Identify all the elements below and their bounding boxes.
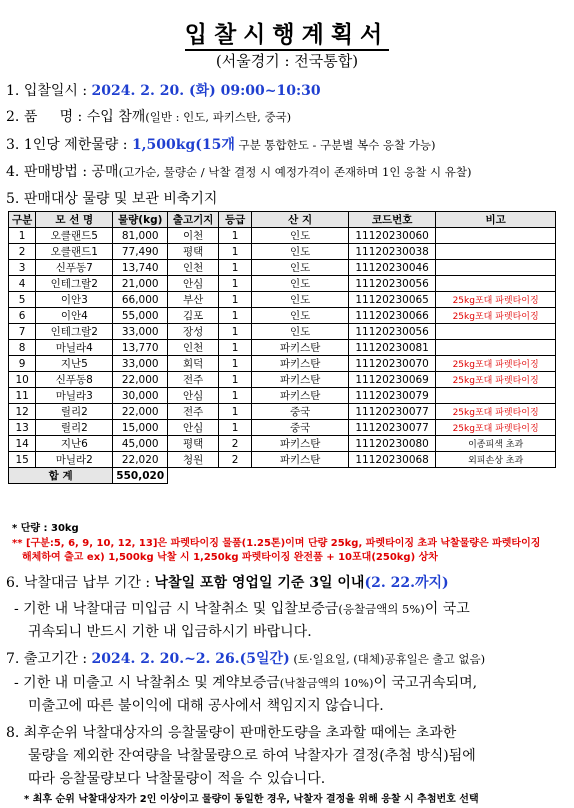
page-title: 입찰시행계획서	[0, 16, 574, 49]
table-row	[9, 276, 556, 292]
section-limit-per-person: 3. 1인당 제한물량 : 1,500kg(15개 구분 통합한도 - 구분별 복수 응찰 가능)	[6, 137, 436, 153]
section-item-name: 2. 품 명 : 수입 참깨(일반 : 인도, 파키스탄, 중국)	[6, 109, 292, 125]
table-cell: 인천	[168, 260, 219, 276]
table-cell	[436, 340, 556, 356]
section-lottery-line3: 따라 응찰물량보다 낙찰물량이 적을 수 있습니다.	[28, 771, 326, 787]
payment-warning-line1: - 기한 내 낙찰대금 미입금 시 낙찰취소 및 입찰보증금(응찰금액의 5%)이 국고	[14, 601, 470, 617]
table-cell: 인도	[252, 228, 349, 244]
table-cell: 안심	[168, 276, 219, 292]
table-cell: 1	[219, 372, 252, 388]
table-cell: 11120230068	[349, 452, 436, 468]
table-cell: 마닐라4	[36, 340, 113, 356]
table-cell: 안심	[168, 420, 219, 436]
release-warning-line1: - 기한 내 미출고 시 낙찰취소 및 계약보증금(낙찰금액의 10%)이 국고귀속되며,	[14, 675, 478, 691]
table-cell: 8	[9, 340, 36, 356]
table-cell: 지난6	[36, 436, 113, 452]
palletizing-note: ** [구분:5, 6, 9, 10, 12, 13]은 파렛타이징 물품(1.25톤)이며 단량 25kg, 파렛타이징 초과 낙찰물량은 파렛타이징	[12, 538, 541, 549]
table-cell: 11120230079	[349, 388, 436, 404]
section-bid-datetime: 1. 입찰일시 : 2024. 2. 20. (화) 09:00~10:30	[6, 83, 321, 99]
table-cell: 25kg포대 파렛타이징	[436, 308, 556, 324]
table-cell: 1	[219, 324, 252, 340]
table-cell: 2	[9, 244, 36, 260]
section-sales-target: 5. 판매대상 물량 및 보관 비축기지	[6, 191, 218, 207]
table-cell	[436, 228, 556, 244]
sales-target-table	[8, 211, 556, 484]
table-cell: 5	[9, 292, 36, 308]
table-cell: 회덕	[168, 356, 219, 372]
table-cell: 인도	[252, 260, 349, 276]
table-cell: 9	[9, 356, 36, 372]
lottery-note: * 최후 순위 낙찰대상자가 2인 이상이고 물량이 동일한 경우, 낙찰자 결정을 위해 응찰 시 추첨번호 선택	[24, 794, 479, 805]
table-cell: 지난5	[36, 356, 113, 372]
table-cell: 14	[9, 436, 36, 452]
col-header: 모 선 명	[36, 212, 113, 228]
table-cell: 11120230077	[349, 404, 436, 420]
section-lottery-line2: 물량을 제외한 잔여량을 낙찰물량으로 하여 낙찰자가 결정(추첨 방식)됨에	[28, 748, 476, 764]
table-cell: 인테그랄2	[36, 276, 113, 292]
table-cell: 김포	[168, 308, 219, 324]
table-cell: 중국	[252, 420, 349, 436]
table-cell: 4	[9, 276, 36, 292]
table-cell: 11120230056	[349, 324, 436, 340]
table-cell: 중국	[252, 404, 349, 420]
table-cell: 22,000	[113, 404, 168, 420]
table-cell: 11	[9, 388, 36, 404]
table-cell: 외피손상 초과	[436, 452, 556, 468]
table-cell: 11120230056	[349, 276, 436, 292]
table-cell: 청원	[168, 452, 219, 468]
table-cell: 66,000	[113, 292, 168, 308]
table-row	[9, 404, 556, 420]
table-cell: 인천	[168, 340, 219, 356]
table-row	[9, 388, 556, 404]
table-cell: 13	[9, 420, 36, 436]
table-row	[9, 436, 556, 452]
table-cell	[436, 276, 556, 292]
table-cell: 인테그랄2	[36, 324, 113, 340]
table-cell: 25kg포대 파렛타이징	[436, 420, 556, 436]
table-cell: 파키스탄	[252, 436, 349, 452]
page-subtitle: (서울경기 : 전국통합)	[215, 52, 359, 70]
section-lottery-line1: 8. 최후순위 낙찰대상자의 응찰물량이 판매한도량을 초과할 때에는 초과한	[6, 725, 457, 741]
table-row	[9, 372, 556, 388]
table-cell: 평택	[168, 436, 219, 452]
table-cell	[436, 244, 556, 260]
table-cell: 이안4	[36, 308, 113, 324]
table-cell: 1	[219, 308, 252, 324]
table-cell: 11120230080	[349, 436, 436, 452]
table-cell: 25kg포대 파렛타이징	[436, 292, 556, 308]
table-cell: 11120230046	[349, 260, 436, 276]
table-cell: 30,000	[113, 388, 168, 404]
table-cell: 1	[219, 292, 252, 308]
table-cell: 2	[219, 452, 252, 468]
table-cell: 11120230066	[349, 308, 436, 324]
table-cell: 부산	[168, 292, 219, 308]
table-cell: 1	[219, 244, 252, 260]
table-row	[9, 356, 556, 372]
table-cell: 11120230070	[349, 356, 436, 372]
table-cell: 이종피색 초과	[436, 436, 556, 452]
table-cell: 파키스탄	[252, 388, 349, 404]
col-header: 코드번호	[349, 212, 436, 228]
table-cell: 45,000	[113, 436, 168, 452]
payment-warning-line2: 귀속되니 반드시 기한 내 입금하시기 바랍니다.	[28, 624, 312, 640]
table-cell: 12	[9, 404, 36, 420]
table-cell: 25kg포대 파렛타이징	[436, 356, 556, 372]
table-cell: 신푸동7	[36, 260, 113, 276]
table-header-row	[9, 212, 556, 228]
table-cell: 파키스탄	[252, 372, 349, 388]
col-header: 구분	[9, 212, 36, 228]
section-payment-period: 6. 낙찰대금 납부 기간 : 낙찰일 포함 영업일 기준 3일 이내(2. 22.까지)	[6, 575, 449, 591]
table-cell: 6	[9, 308, 36, 324]
table-cell: 7	[9, 324, 36, 340]
table-cell: 인도	[252, 324, 349, 340]
table-cell: 1	[219, 356, 252, 372]
table-cell: 파키스탄	[252, 356, 349, 372]
total-value: 550,020	[113, 468, 168, 484]
table-cell: 3	[9, 260, 36, 276]
table-row	[9, 292, 556, 308]
table-cell: 33,000	[113, 324, 168, 340]
table-cell	[436, 324, 556, 340]
table-cell: 25kg포대 파렛타이징	[436, 372, 556, 388]
table-cell: 11120230065	[349, 292, 436, 308]
table-cell: 파키스탄	[252, 340, 349, 356]
table-cell: 10	[9, 372, 36, 388]
table-cell: 안심	[168, 388, 219, 404]
col-header: 산 지	[252, 212, 349, 228]
table-cell: 전주	[168, 372, 219, 388]
table-row	[9, 244, 556, 260]
table-cell: 21,000	[113, 276, 168, 292]
table-cell: 11120230081	[349, 340, 436, 356]
table-cell: 81,000	[113, 228, 168, 244]
table-cell: 25kg포대 파렛타이징	[436, 404, 556, 420]
table-row	[9, 260, 556, 276]
table-cell: 인도	[252, 308, 349, 324]
table-row	[9, 308, 556, 324]
col-header: 비고	[436, 212, 556, 228]
table-row	[9, 420, 556, 436]
table-cell: 릴리2	[36, 404, 113, 420]
table-cell: 신푸동8	[36, 372, 113, 388]
table-row	[9, 324, 556, 340]
table-cell: 2	[219, 436, 252, 452]
table-cell: 1	[219, 404, 252, 420]
table-row	[9, 452, 556, 468]
table-cell: 릴리2	[36, 420, 113, 436]
table-cell: 11120230060	[349, 228, 436, 244]
section-sales-method: 4. 판매방법 : 공매(고가순, 물량순 / 낙찰 결정 시 예정가격이 존재하며 1인 응찰 시 유찰)	[6, 164, 472, 180]
col-header: 물량(kg)	[113, 212, 168, 228]
table-cell: 77,490	[113, 244, 168, 260]
table-cell: 11120230077	[349, 420, 436, 436]
table-cell: 오클랜드1	[36, 244, 113, 260]
table-cell: 마닐라3	[36, 388, 113, 404]
unit-note: * 단량 : 30kg	[12, 523, 79, 534]
table-cell: 1	[9, 228, 36, 244]
table-cell: 파키스탄	[252, 452, 349, 468]
table-cell: 15	[9, 452, 36, 468]
table-cell: 13,770	[113, 340, 168, 356]
table-cell: 1	[219, 340, 252, 356]
table-cell: 13,740	[113, 260, 168, 276]
table-cell: 이천	[168, 228, 219, 244]
table-cell: 전주	[168, 404, 219, 420]
col-header: 출고기지	[168, 212, 219, 228]
table-cell: 인도	[252, 244, 349, 260]
table-cell: 1	[219, 420, 252, 436]
table-cell: 55,000	[113, 308, 168, 324]
table-cell: 인도	[252, 292, 349, 308]
table-cell: 11120230069	[349, 372, 436, 388]
table-cell: 1	[219, 228, 252, 244]
table-cell: 15,000	[113, 420, 168, 436]
table-cell: 이안3	[36, 292, 113, 308]
table-cell: 1	[219, 388, 252, 404]
palletizing-note-cont: 해체하여 출고 ex) 1,500kg 낙찰 시 1,250kg 파렛타이징 완전품 + 10포대(250kg) 상차	[22, 552, 438, 563]
table-cell: 오클랜드5	[36, 228, 113, 244]
table-cell: 22,020	[113, 452, 168, 468]
table-row	[9, 340, 556, 356]
table-cell: 11120230038	[349, 244, 436, 260]
table-total-row	[9, 468, 556, 484]
col-header: 등급	[219, 212, 252, 228]
table-cell: 장성	[168, 324, 219, 340]
table-cell	[436, 388, 556, 404]
total-label: 합 계	[9, 468, 113, 484]
table-cell: 평택	[168, 244, 219, 260]
release-warning-line2: 미출고에 따른 불이익에 대해 공사에서 책임지지 않습니다.	[28, 698, 384, 714]
section-release-period: 7. 출고기간 : 2024. 2. 20.~2. 26.(5일간) (토·일요일, (대체)공휴일은 출고 없음)	[6, 651, 486, 667]
table-cell: 33,000	[113, 356, 168, 372]
table-cell: 1	[219, 260, 252, 276]
table-row	[9, 228, 556, 244]
table-cell: 22,000	[113, 372, 168, 388]
table-cell: 마닐라2	[36, 452, 113, 468]
table-cell	[436, 260, 556, 276]
table-cell: 인도	[252, 276, 349, 292]
table-cell: 1	[219, 276, 252, 292]
